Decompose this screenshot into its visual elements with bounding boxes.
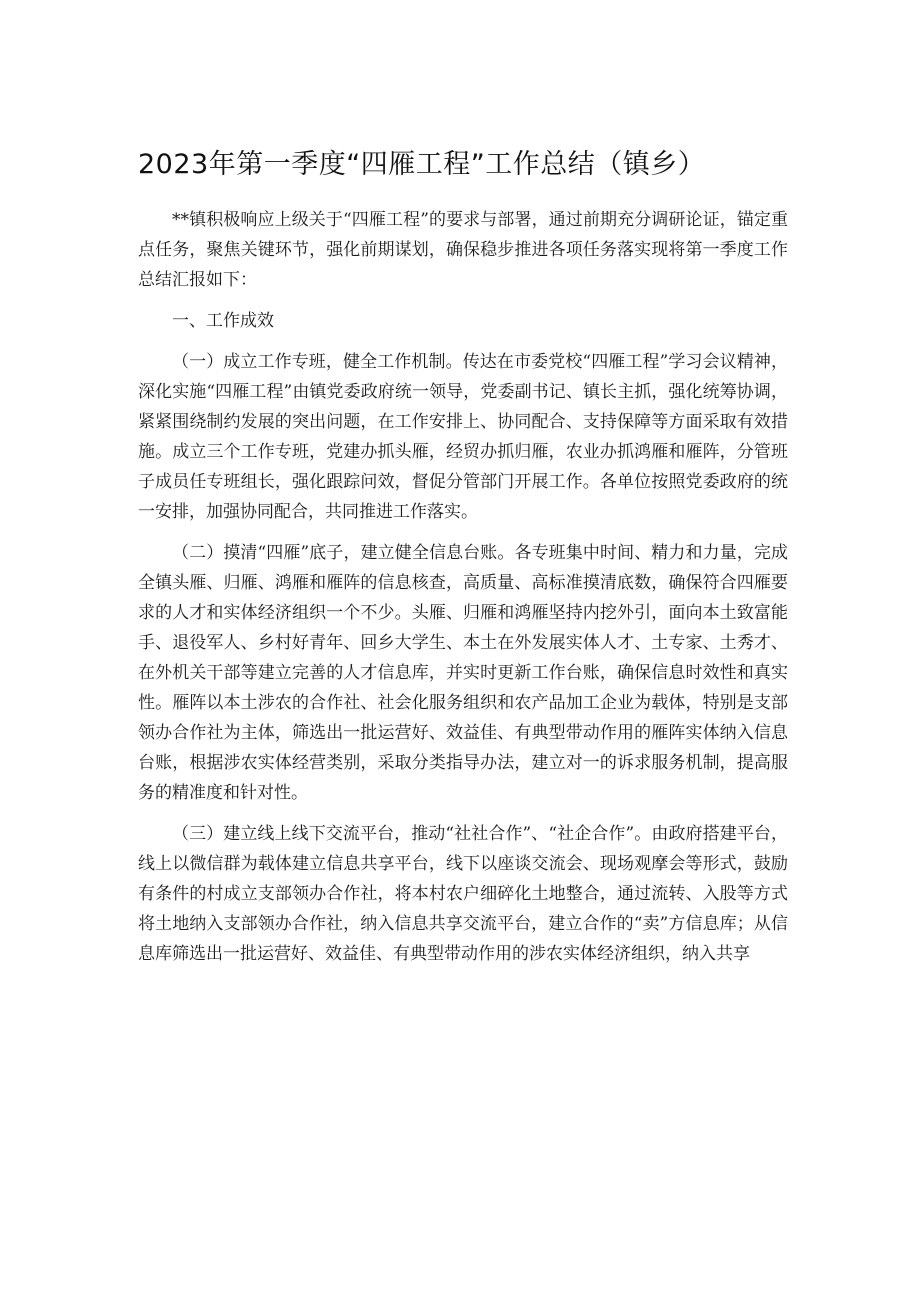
- document-body: [138, 205, 788, 980]
- document-title: 2023年第一季度“四雁工程”工作总结（镇乡）: [138, 149, 706, 180]
- paragraph-work-team: （一）成立工作专班，健全工作机制。传达在市委党校“四雁工程”学习会议精神，深化实施“四雁工程”由镇党委政府统一领导，党委副书记、镇长主抓，强化统筹协调，紧紧围绕制约发展的突出问题，在工作安排上、协同配合、支持保障等方面采取有效措施。成立三个工作专班，党建办抓头雁，经贸办抓归雁，农业办抓鸿雁和雁阵，分管班子成员任专班组长，强化跟踪问效，督促分管部门开展工作。各单位按照党委政府的统一安排，加强协同配合，共同推进工作落实。: [138, 352, 788, 522]
- intro-paragraph: **镇积极响应上级关于“四雁工程”的要求与部署，通过前期充分调研论证，锚定重点任务，聚焦关键环节，强化前期谋划，确保稳步推进各项任务落实现将第一季度工作总结汇报如下：: [138, 210, 788, 290]
- section-heading-work-results: 一、工作成效: [172, 311, 274, 331]
- paragraph-exchange-platform: （三）建立线上线下交流平台，推动“社社合作”、“社企合作”。由政府搭建平台，线上以微信群为载体建立信息共享平台，线下以座谈交流会、现场观摩会等形式，鼓励有条件的村成立支部领办合作社，将本村农户细碎化土地整合，通过流转、入股等方式将土地纳入支部领办合作社，纳入信息共享交流平台，建立合作的“卖”方信息库；从信息库筛选出一批运营好、效益佳、有典型带动作用的涉农实体经济组织，纳入共享: [138, 824, 788, 964]
- paragraph-info-ledger: （二）摸清“四雁”底子，建立健全信息台账。各专班集中时间、精力和力量，完成全镇头雁、归雁、鸿雁和雁阵的信息核查，高质量、高标准摸清底数，确保符合四雁要求的人才和实体经济组织一个不少。头雁、归雁和鸿雁坚持内挖外引，面向本土致富能手、退役军人、乡村好青年、回乡大学生、本土在外发展实体人才、土专家、土秀才、在外机关干部等建立完善的人才信息库，并实时更新工作台账，确保信息时效性和真实性。雁阵以本土涉农的合作社、社会化服务组织和农产品加工企业为载体，特别是支部领办合作社为主体，筛选出一批运营好、效益佳、有典型带动作用的雁阵实体纳入信息台账，根据涉农实体经营类别，采取分类指导办法，建立对一的诉求服务机制，提高服务的精准度和针对性。: [138, 543, 788, 803]
